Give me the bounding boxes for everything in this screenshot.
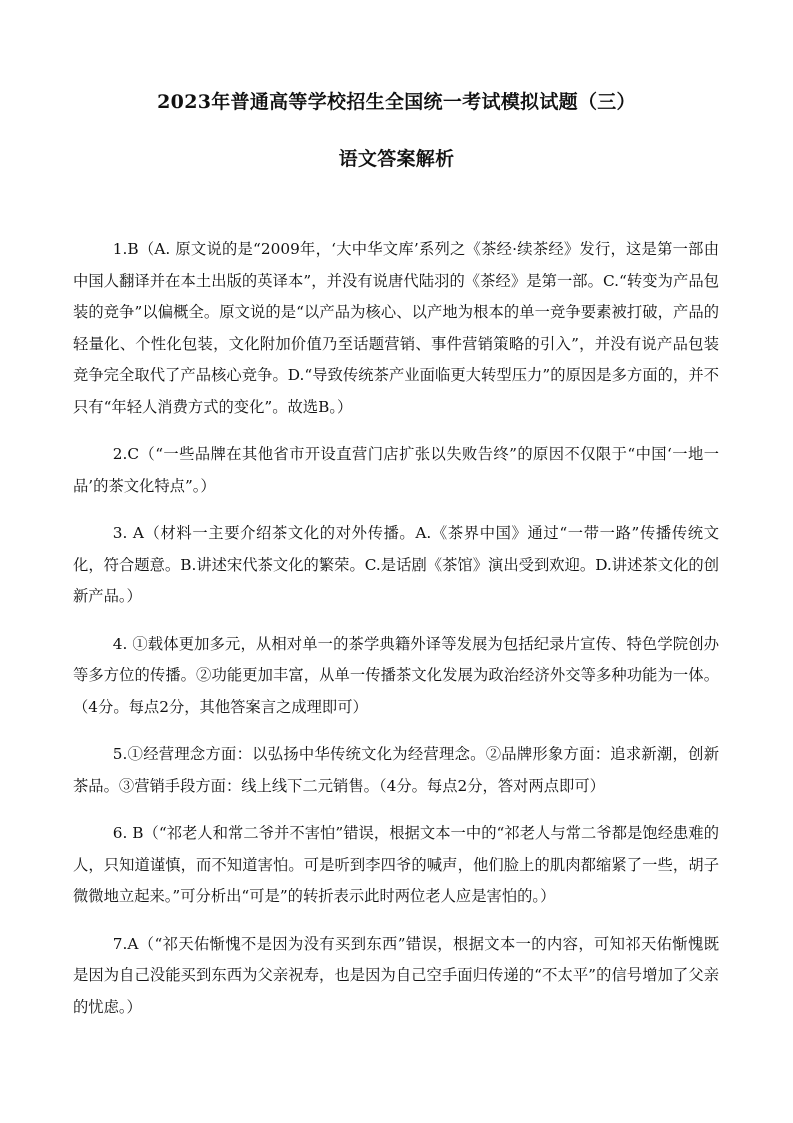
answer-item-5: 5.①经营理念方面：以弘扬中华传统文化为经营理念。②品牌形象方面：追求新潮，创新茶品。③营销手段方面：线上线下二元销售。（4分。每点2分，答对两点即可） <box>73 745 719 795</box>
answer-item-7: 7.A（“祁天佑惭愧不是因为没有买到东西”错误，根据文本一的内容，可知祁天佑惭愧既是因为自己没能买到东西为父亲祝寿，也是因为自己空手面归传递的“不太平”的信号增加了父亲的忧虑。） <box>73 934 719 1016</box>
answer-item-2: 2.C（“一些品牌在其他省市开设直营门店扩张以失败告终”的原因不仅限于“中国‘一地一品’的茶文化特点”。） <box>73 445 719 495</box>
answer-list <box>73 234 719 1039</box>
answer-item-1: 1.B（A. 原文说的是“2009年，‘大中华文库’系列之《茶经·续茶经》发行，这是第一部由中国人翻译并在本土出版的英译本”，并没有说唐代陆羽的《茶经》是第一部。C.“转变为产品包装的竞争”以偏概全。原文说的是“以产品为核心、以产地为根本的单一竞争要素被打破，产品的轻量化、个性化包装，文化附加价值乃至话题营销、事件营销策略的引入”，并没有说产品包装竞争完全取代了产品核心竞争。D.“导致传统茶产业面临更大转型压力”的原因是多方面的，并不只有“年轻人消费方式的变化”。故选B。） <box>73 240 719 416</box>
page-title: 2023年普通高等学校招生全国统一考试模拟试题（三） <box>157 91 636 113</box>
answer-item-6: 6. B（“祁老人和常二爷并不害怕”错误，根据文本一中的“祁老人与常二爷都是饱经患难的人，只知道谨慎，而不知道害怕。可是听到李四爷的喊声，他们脸上的肌肉都缩紧了一些，胡子微微地立起来。”可分析出“可是”的转折表示此时两位老人应是害怕的。） <box>73 824 719 905</box>
page-subtitle: 语文答案解析 <box>338 148 455 170</box>
answer-item-4: 4. ①载体更加多元，从相对单一的茶学典籍外译等发展为包括纪录片宣传、特色学院创办等多方位的传播。②功能更加丰富，从单一传播茶文化发展为政治经济外交等多种功能为一体。（4分。每点2分，其他答案言之成理即可） <box>73 634 719 716</box>
answer-item-3: 3. A（材料一主要介绍茶文化的对外传播。A.《茶界中国》通过“一带一路”传播传统文化，符合题意。B.讲述宋代茶文化的繁荣。C.是话剧《茶馆》演出受到欢迎。D.讲述茶文化的创新产品。） <box>73 524 719 605</box>
